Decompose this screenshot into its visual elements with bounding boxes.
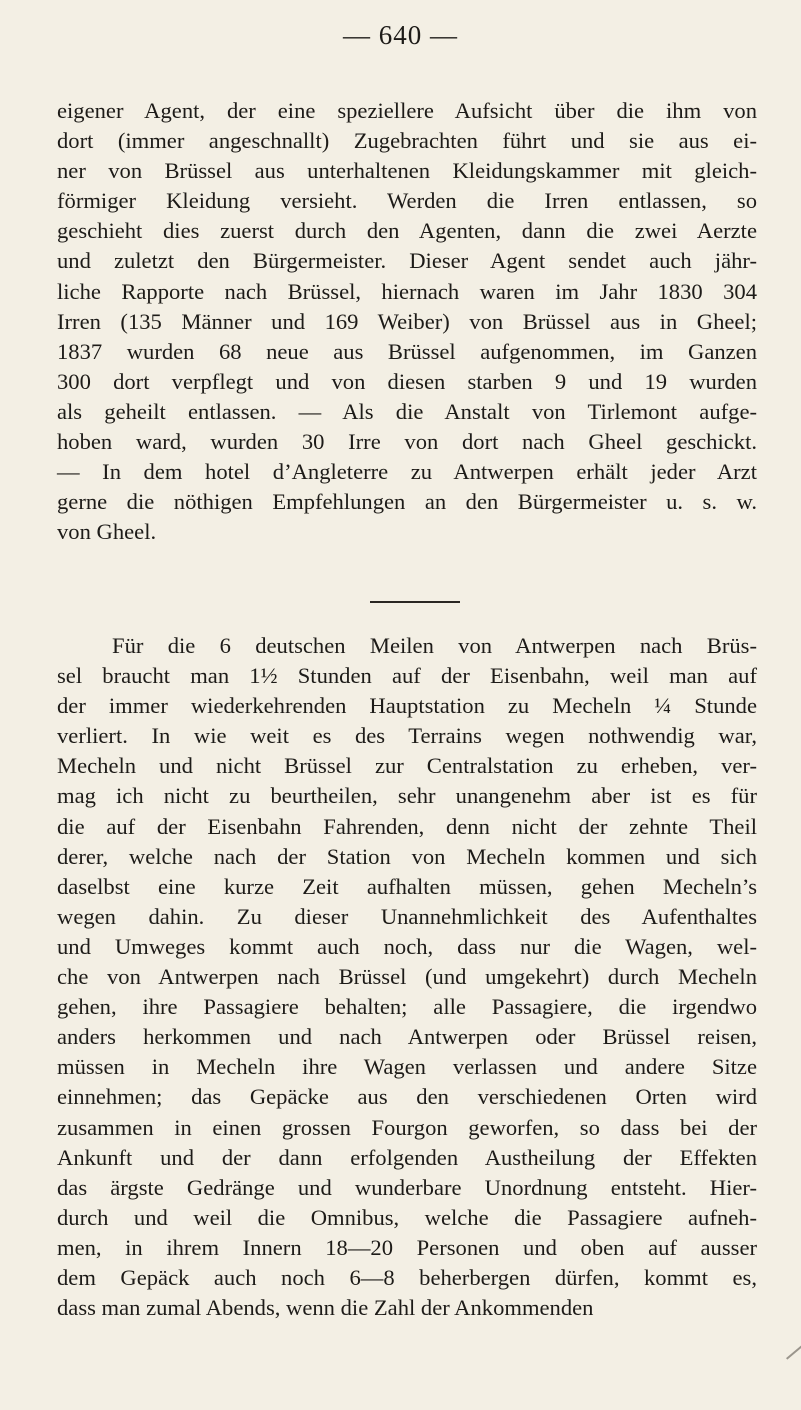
text-line: anders herkommen und nach Antwerpen oder Brüssel reisen, — [57, 1024, 757, 1050]
text-line: geschieht dies zuerst durch den Agenten, dann die zwei Aerzte — [57, 218, 757, 244]
text-line: als geheilt entlassen. — Als die Anstalt von Tirlemont aufge- — [57, 398, 757, 424]
section-divider — [370, 601, 460, 603]
text-line: dass man zumal Abends, wenn die Zahl der Ankommenden — [57, 1295, 594, 1321]
text-line: das ärgste Gedränge und wunderbare Unordnung entsteht. Hier- — [57, 1174, 757, 1200]
text-line: Irren (135 Männer und 169 Weiber) von Brüssel aus in Gheel; — [57, 308, 757, 334]
text-line: förmiger Kleidung versieht. Werden die Irren entlassen, so — [57, 188, 757, 214]
text-line: und zuletzt den Bürgermeister. Dieser Agent sendet auch jähr- — [57, 248, 757, 274]
text-line: ner von Brüssel aus unterhaltenen Kleidungskammer mit gleich- — [57, 158, 757, 184]
text-line: daselbst eine kurze Zeit aufhalten müssen, gehen Mecheln’s — [57, 873, 757, 899]
text-line: Mecheln und nicht Brüssel zur Centralstation zu erheben, ver- — [57, 753, 757, 779]
text-line: der immer wiederkehrenden Hauptstation zu Mecheln ¼ Stunde — [57, 693, 757, 719]
text-line: eigener Agent, der eine speziellere Aufsicht über die ihm von — [57, 98, 757, 123]
text-line: verliert. In wie weit es des Terrains wegen nothwendig war, — [57, 723, 757, 749]
text-line: durch und weil die Omnibus, welche die Passagiere aufneh- — [57, 1204, 757, 1230]
text-line: mag ich nicht zu beurtheilen, sehr unangenehm aber ist es für — [57, 783, 757, 809]
text-line: derer, welche nach der Station von Mecheln kommen und sich — [57, 843, 757, 869]
text-line: die auf der Eisenbahn Fahrenden, denn nicht der zehnte Theil — [57, 813, 757, 839]
text-line: sel braucht man 1½ Stunden auf der Eisenbahn, weil man auf — [57, 663, 757, 689]
text-line: che von Antwerpen nach Brüssel (und umgekehrt) durch Mecheln — [57, 964, 757, 990]
text-line: dort (immer angeschnallt) Zugebrachten führt und sie aus ei- — [57, 128, 757, 154]
text-line: hoben ward, wurden 30 Irre von dort nach Gheel geschickt. — [57, 429, 757, 455]
corner-mark — [786, 1332, 801, 1359]
text-line: wegen dahin. Zu dieser Unannehmlichkeit des Aufenthaltes — [57, 903, 757, 929]
text-line: müssen in Mecheln ihre Wagen verlassen und andere Sitze — [57, 1054, 757, 1080]
text-line: men, in ihrem Innern 18—20 Personen und oben auf ausser — [57, 1234, 757, 1260]
text-line: liche Rapporte nach Brüssel, hiernach waren im Jahr 1830 304 — [57, 278, 757, 304]
paragraph-1 — [57, 96, 757, 547]
text-line: Für die 6 deutschen Meilen von Antwerpen nach Brüs- — [112, 633, 757, 658]
text-line: zusammen in einen grossen Fourgon geworfen, so dass bei der — [57, 1114, 757, 1140]
page-number: — 640 — — [343, 20, 458, 50]
paragraph-2 — [57, 631, 757, 1323]
text-line: 1837 wurden 68 neue aus Brüssel aufgenommen, im Ganzen — [57, 338, 757, 364]
text-line: und Umweges kommt auch noch, dass nur die Wagen, wel- — [57, 933, 757, 959]
text-line: einnehmen; das Gepäcke aus den verschiedenen Orten wird — [57, 1084, 757, 1110]
text-line: Ankunft und der dann erfolgenden Austheilung der Effekten — [57, 1144, 757, 1170]
text-line: gerne die nöthigen Empfehlungen an den Bürgermeister u. s. w. — [57, 489, 757, 515]
text-line: 300 dort verpflegt und von diesen starben 9 und 19 wurden — [57, 368, 757, 394]
text-line: — In dem hotel d’Angleterre zu Antwerpen erhält jeder Arzt — [57, 459, 757, 485]
text-line: gehen, ihre Passagiere behalten; alle Passagiere, die irgendwo — [57, 994, 757, 1020]
text-line: dem Gepäck auch noch 6—8 beherbergen dürfen, kommt es, — [57, 1264, 757, 1290]
text-line: von Gheel. — [57, 519, 157, 545]
